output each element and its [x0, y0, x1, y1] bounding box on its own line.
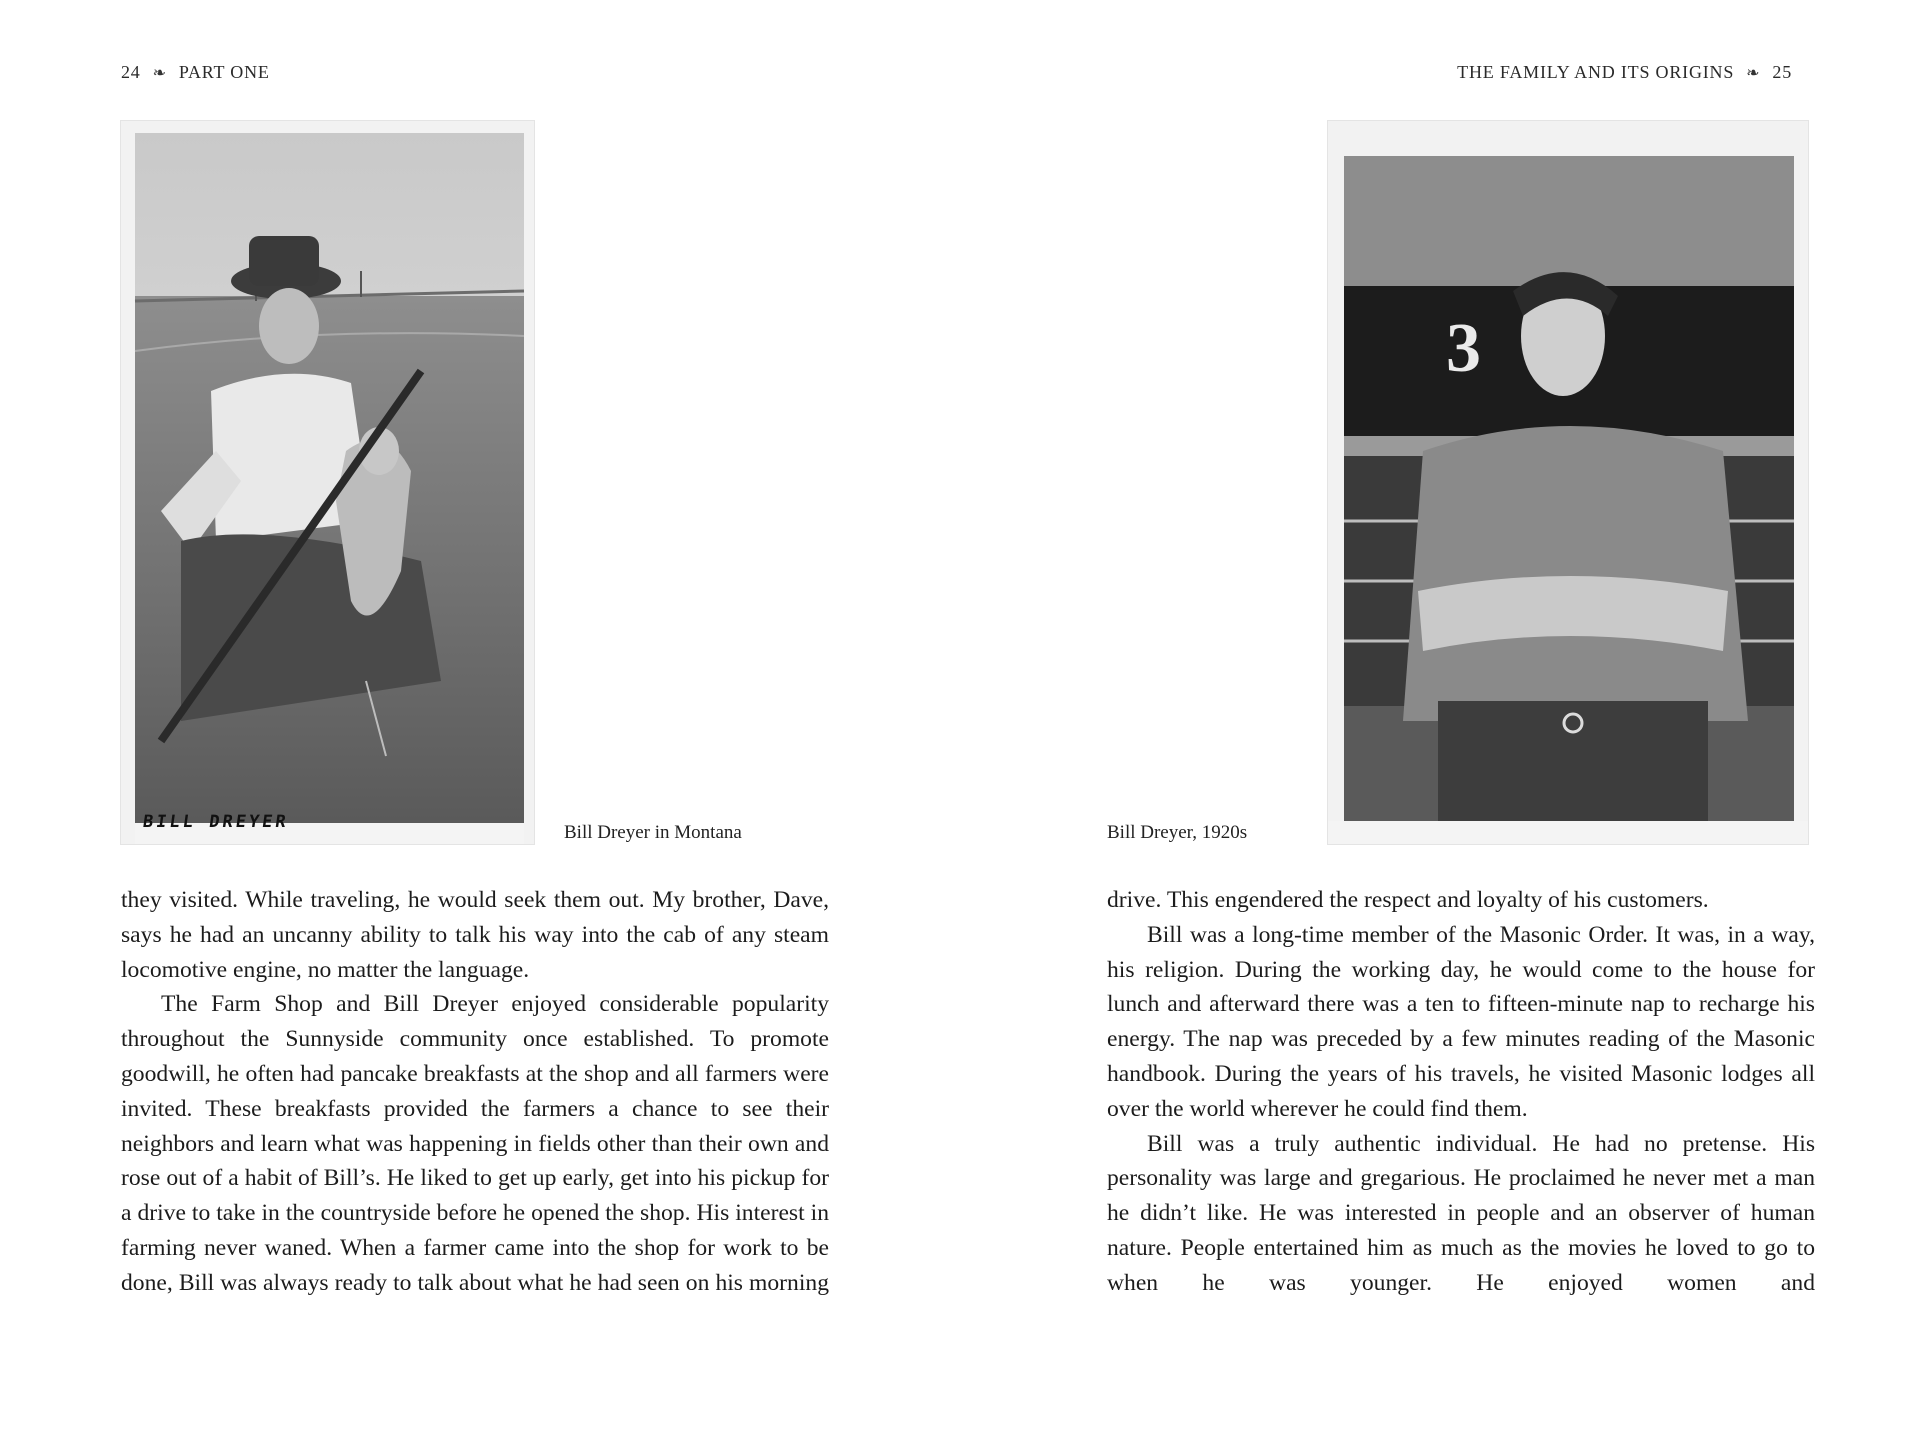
- photo-caption-right: Bill Dreyer, 1920s: [1107, 822, 1248, 843]
- paragraph: The Farm Shop and Bill Dreyer enjoyed considerable popularity throughout the Sunnyside community once established. To promote goodwill, he often had pancake breakfasts at the shop and all farmers were invited. These breakfasts provided the farmers a chance to see their neighbors and learn what was happening in fields other than their own and rose out of a habit of Bill’s. He liked to get up early, get into his pickup for a drive to take in the countryside before he opened the shop. His interest in farming never waned. When a farmer came into the shop for work to be done, Bill was always ready to talk about what he had seen on his morning: [121, 991, 829, 1296]
- paragraph: Bill was a truly authentic individual. He had no pretense. His personality was large and gregarious. He proclaimed he never met a man he didn’t like. He was interested in people and an observer of human nature. People entertained him as much as the movies he loved to go to when he was younger. He enjoyed women and: [1107, 1130, 1815, 1296]
- photo-bill-dreyer-1920s: [1328, 121, 1808, 844]
- running-head-right: [1457, 62, 1792, 83]
- part-title: PART ONE: [178, 62, 270, 82]
- fleuron-ornament-icon: ❧: [1746, 64, 1761, 82]
- paragraph: drive. This engendered the respect and loyalty of his customers.: [1107, 887, 1709, 913]
- fleuron-ornament-icon: ❧: [152, 64, 167, 82]
- body-text-right: [1107, 883, 1815, 1301]
- page-number-left: 24: [121, 62, 141, 82]
- photo-bill-dreyer-montana: [121, 121, 534, 844]
- page-number-right: 25: [1772, 62, 1792, 82]
- body-text-left: [121, 883, 829, 1301]
- handwritten-photo-label: BILL DREYER: [141, 812, 290, 832]
- montana-photo-illustration: [121, 121, 534, 844]
- paragraph: they visited. While traveling, he would seek them out. My brother, Dave, says he had an uncanny ability to talk his way into the cab of any steam locomotive engine, no matter the language.: [121, 887, 829, 983]
- chapter-title: THE FAMILY AND ITS ORIGINS: [1457, 62, 1735, 82]
- photo-caption-left: Bill Dreyer in Montana: [564, 822, 742, 843]
- locomotive-photo-illustration: [1328, 121, 1808, 844]
- locomotive-number: 3: [1446, 310, 1481, 387]
- running-head-left: [121, 62, 270, 83]
- right-page: [960, 0, 1920, 1440]
- paragraph: Bill was a long-time member of the Masonic Order. It was, in a way, his religion. During the working day, he would come to the house for lunch and afterward there was a ten to fifteen-minute nap to recharge his energy. The nap was preceded by a few minutes reading of the Masonic handbook. During the years of his travels, he visited Masonic lodges all over the world wherever he could find them.: [1107, 921, 1815, 1122]
